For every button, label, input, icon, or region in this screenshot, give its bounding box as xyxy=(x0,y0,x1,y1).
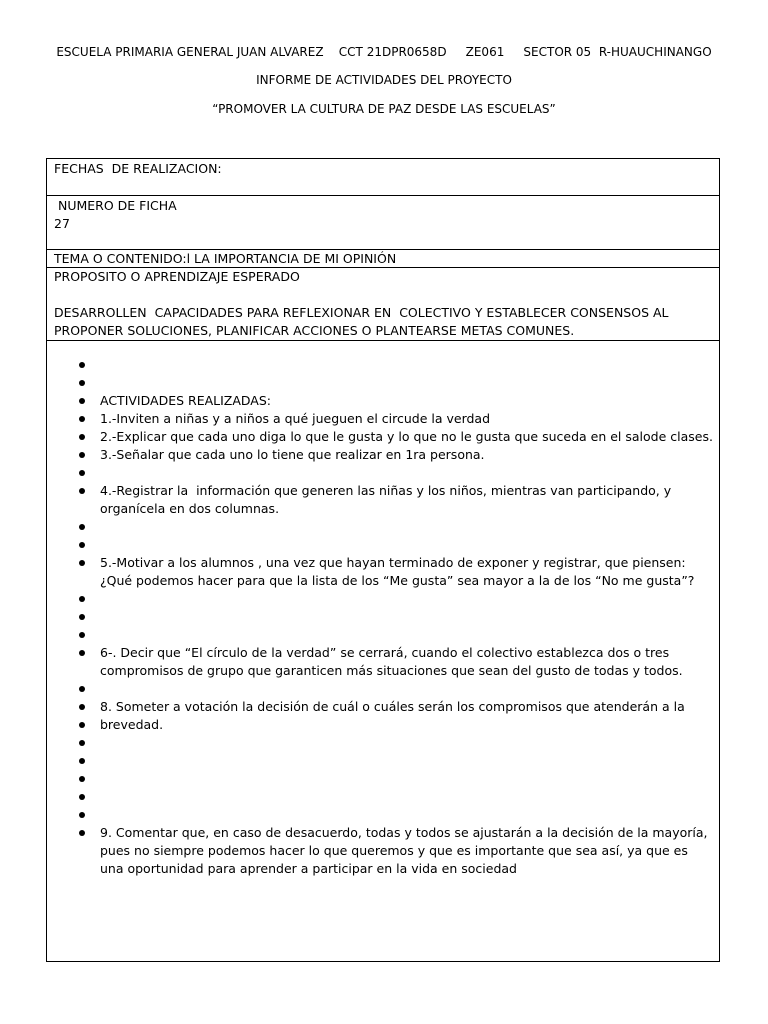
activity-list-item xyxy=(54,788,713,806)
tema-text: TEMA O CONTENIDO:l LA IMPORTANCIA DE MI OPINIÓN xyxy=(54,251,397,266)
bullet-icon xyxy=(79,812,85,818)
activity-list-item xyxy=(54,410,713,428)
activities-list xyxy=(54,356,713,878)
bullet-icon xyxy=(79,614,85,620)
activity-list-item xyxy=(54,734,713,752)
bullet-icon xyxy=(79,470,85,476)
activity-list-item xyxy=(54,806,713,824)
activity-list-item xyxy=(54,716,713,734)
fechas-row xyxy=(47,159,719,196)
activity-list-item xyxy=(54,752,713,770)
activity-list-item xyxy=(54,356,713,374)
bullet-icon xyxy=(79,686,85,692)
spacer xyxy=(54,286,713,304)
activity-list-item xyxy=(54,482,713,518)
activity-text: 3.-Señalar que cada uno lo tiene que realizar en 1ra persona. xyxy=(100,447,485,462)
bullet-icon xyxy=(79,380,85,386)
bullet-icon xyxy=(79,452,85,458)
project-name: “PROMOVER LA CULTURA DE PAZ DESDE LAS ESCUELAS” xyxy=(212,102,556,116)
bullet-icon xyxy=(79,722,85,728)
activity-list-item xyxy=(54,518,713,536)
activity-text: brevedad. xyxy=(100,717,164,732)
ficha-value: 27 xyxy=(54,216,70,231)
fechas-label: FECHAS DE REALIZACION: xyxy=(54,161,222,176)
bullet-icon xyxy=(79,416,85,422)
bullet-icon xyxy=(79,650,85,656)
bullet-icon xyxy=(79,362,85,368)
bullet-icon xyxy=(79,434,85,440)
bullet-icon xyxy=(79,560,85,566)
activity-text: 8. Someter a votación la decisión de cuál o cuáles serán los compromisos que atenderán a la xyxy=(100,699,685,714)
activity-list-item xyxy=(54,770,713,788)
bullet-icon xyxy=(79,488,85,494)
activity-text: 9. Comentar que, en caso de desacuerdo, todas y todos se ajustarán a la decisión de la mayoría, pues no siempre podemos hacer lo que queremos y que es importante que sea así, ya que es una oportunidad para aprender a participar en la vida en sociedad xyxy=(100,825,712,876)
activity-list-item xyxy=(54,698,713,716)
bullet-icon xyxy=(79,740,85,746)
activity-list-item xyxy=(54,428,713,446)
bullet-icon xyxy=(79,542,85,548)
ficha-row xyxy=(47,196,719,250)
activity-list-item xyxy=(54,626,713,644)
activity-list-item xyxy=(54,464,713,482)
activity-list-item xyxy=(54,392,713,410)
activity-list-item xyxy=(54,824,713,878)
proposito-label: PROPOSITO O APRENDIZAJE ESPERADO xyxy=(54,269,300,284)
bullet-icon xyxy=(79,830,85,836)
activity-list-item xyxy=(54,536,713,554)
ficha-label: NUMERO DE FICHA xyxy=(58,198,177,213)
activity-text: 1.-Inviten a niñas y a niños a qué jueguen el circude la verdad xyxy=(100,411,491,426)
activity-text: 5.-Motivar a los alumnos , una vez que hayan terminado de exponer y registrar, que piensen: ¿Qué podemos hacer para que la lista de los “Me gusta” sea mayor a la de los “No me gusta”? xyxy=(100,555,695,588)
activity-list-item xyxy=(54,590,713,608)
bullet-icon xyxy=(79,758,85,764)
activity-list-item xyxy=(54,374,713,392)
activity-text: 6-. Decir que “El círculo de la verdad” se cerrará, cuando el colectivo establezca dos o tres compromisos de grupo que garanticen más situaciones que sean del gusto de todas y todos. xyxy=(100,645,683,678)
bullet-icon xyxy=(79,524,85,530)
report-title: INFORME DE ACTIVIDADES DEL PROYECTO xyxy=(256,73,512,87)
activity-list-item xyxy=(54,608,713,626)
proposito-row xyxy=(47,268,719,341)
activity-text: ACTIVIDADES REALIZADAS: xyxy=(100,393,272,408)
bullet-icon xyxy=(79,776,85,782)
activity-text: 4.-Registrar la información que generen las niñas y los niños, mientras van participando, y organícela en dos columnas. xyxy=(100,483,676,516)
bullet-icon xyxy=(79,632,85,638)
activity-list-item xyxy=(54,644,713,680)
activity-list-item xyxy=(54,554,713,590)
report-form-table xyxy=(46,158,720,962)
bullet-icon xyxy=(79,398,85,404)
activity-list-item xyxy=(54,446,713,464)
tema-row xyxy=(47,250,719,268)
activity-text: 2.-Explicar que cada uno diga lo que le gusta y lo que no le gusta que suceda en el salode clases. xyxy=(100,429,713,444)
bullet-icon xyxy=(79,794,85,800)
bullet-icon xyxy=(79,596,85,602)
proposito-text: DESARROLLEN CAPACIDADES PARA REFLEXIONAR EN COLECTIVO Y ESTABLECER CONSENSOS AL PROPONER SOLUCIONES, PLANIFICAR ACCIONES O PLANTEARSE METAS COMUNES. xyxy=(54,305,673,338)
bullet-icon xyxy=(79,704,85,710)
activities-row xyxy=(47,341,719,961)
activity-list-item xyxy=(54,680,713,698)
school-header: ESCUELA PRIMARIA GENERAL JUAN ALVAREZ CCT 21DPR0658D ZE061 SECTOR 05 R-HUAUCHINANGO xyxy=(56,45,712,59)
